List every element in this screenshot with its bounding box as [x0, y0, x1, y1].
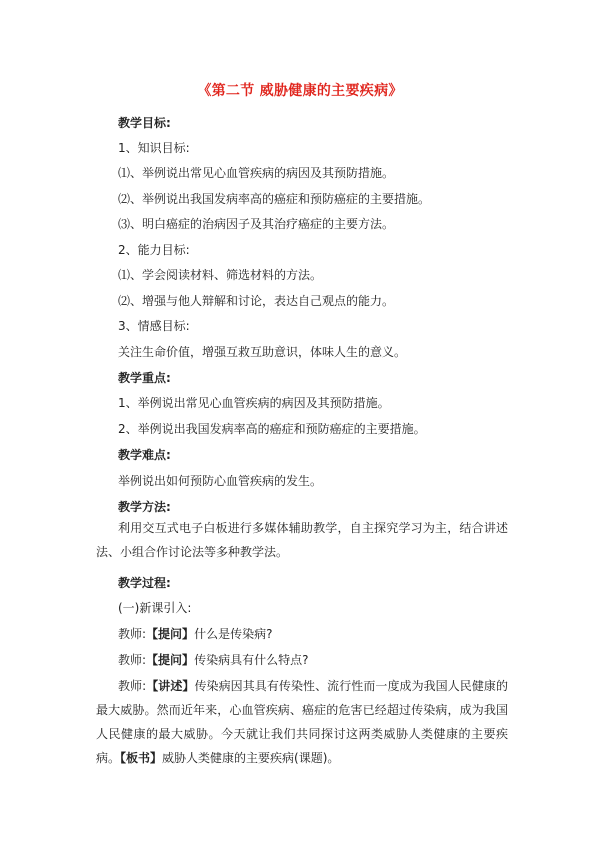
lecture-paragraph — [96, 674, 508, 770]
lecture-text: 传染病因其具有传染性、流行性而一度成为我国人民健康的最大威胁。然而近年来，心血管疾病、癌症的危害已经超过传染病，成为我国人民健康的最大威胁。今天就让我们共同探讨这两类威胁人类健康的主要疾病。 — [96, 679, 508, 765]
emotion-text: 关注生命价值，增强互救互助意识，体味人生的意义。 — [118, 345, 407, 359]
board-text: 威胁人类健康的主要疾病(课题)。 — [162, 751, 340, 765]
lecture-tag: 【讲述】 — [146, 679, 195, 693]
methods-heading: 教学方法: — [118, 500, 171, 514]
knowledge-heading: 1、知识目标: — [118, 141, 190, 155]
document-title: 《第二节 威胁健康的主要疾病》 — [197, 83, 403, 99]
speaker-label: 教师: — [118, 627, 147, 641]
question-text: 什么是传染病? — [194, 627, 273, 641]
emotion-heading: 3、情感目标: — [118, 319, 190, 333]
question-tag: 【提问】 — [146, 653, 195, 667]
question-text: 传染病具有什么特点? — [194, 653, 309, 667]
speaker-label: 教师: — [118, 653, 147, 667]
knowledge-item: ⑵、举例说出我国发病率高的癌症和预防癌症的主要措施。 — [118, 192, 431, 206]
speaker-label: 教师: — [118, 679, 147, 693]
difficulty-heading: 教学难点: — [118, 448, 171, 462]
intro-label: (一)新课引入: — [118, 601, 192, 615]
objectives-heading: 教学目标: — [118, 116, 171, 130]
question-tag: 【提问】 — [146, 627, 195, 641]
ability-item: ⑵、增强与他人辩解和讨论，表达自己观点的能力。 — [118, 294, 395, 308]
question-line — [118, 627, 272, 641]
key-point-item: 2、举例说出我国发病率高的癌症和预防癌症的主要措施。 — [118, 422, 426, 436]
process-heading: 教学过程: — [118, 576, 171, 590]
board-tag: 【板书】 — [120, 751, 163, 765]
ability-heading: 2、能力目标: — [118, 243, 190, 257]
knowledge-item: ⑶、明白癌症的治病因子及其治疗癌症的主要方法。 — [118, 217, 395, 231]
ability-item: ⑴、学会阅读材料、筛选材料的方法。 — [118, 268, 323, 282]
knowledge-item: ⑴、举例说出常见心血管疾病的病因及其预防措施。 — [118, 166, 395, 180]
difficulty-text: 举例说出如何预防心血管疾病的发生。 — [118, 474, 323, 488]
key-point-item: 1、举例说出常见心血管疾病的病因及其预防措施。 — [118, 396, 390, 410]
key-points-heading: 教学重点: — [118, 371, 171, 385]
methods-paragraph: 利用交互式电子白板进行多媒体辅助教学，自主探究学习为主，结合讲述法、小组合作讨论法等多种教学法。 — [96, 521, 508, 559]
question-line — [118, 653, 308, 667]
